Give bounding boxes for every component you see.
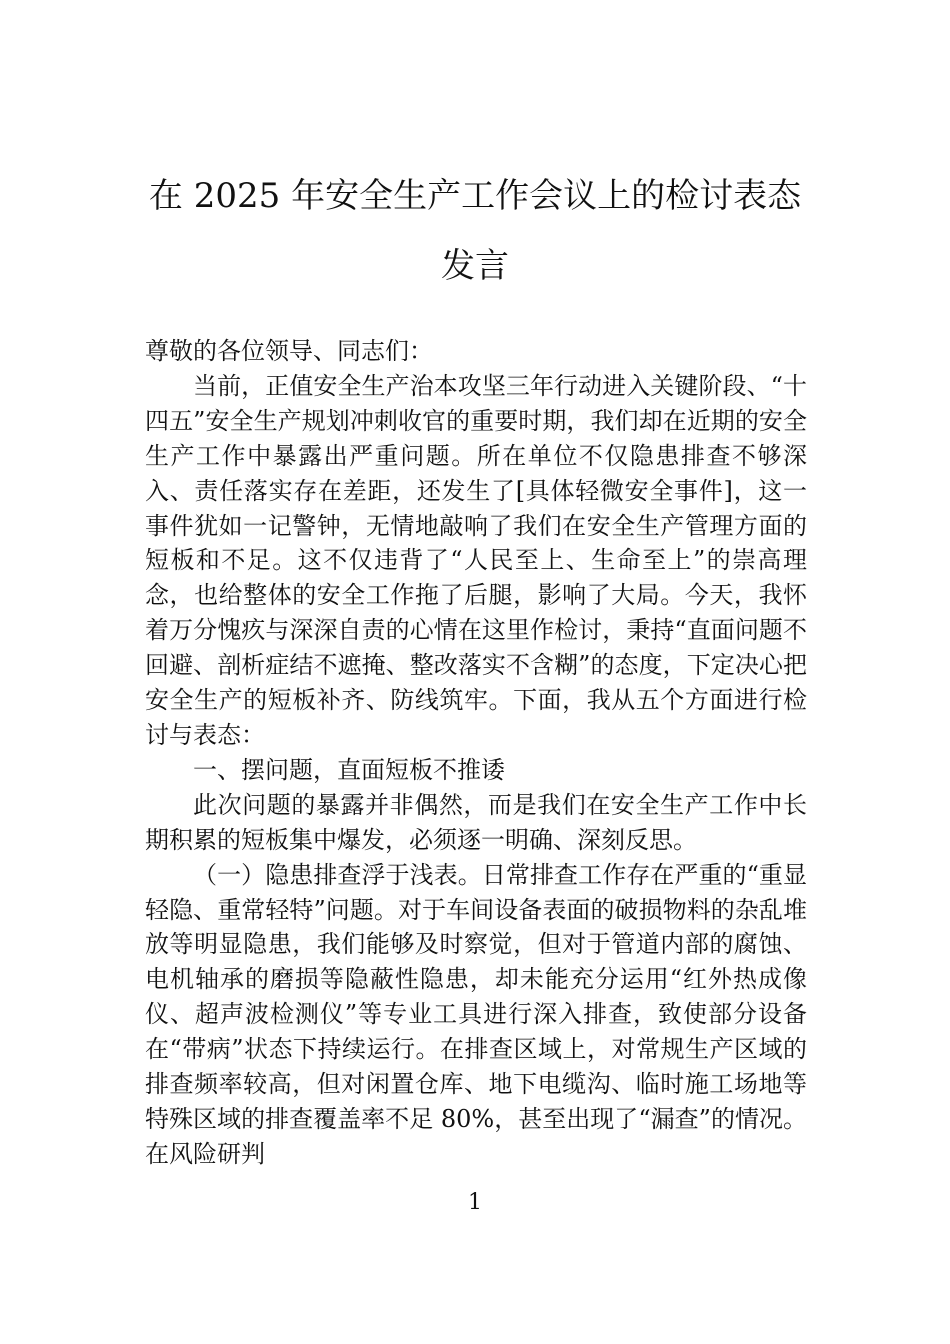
section-heading-1: 一、摆问题，直面短板不推诿: [193, 755, 505, 784]
paragraph-subsection-1: （一）隐患排查浮于浅表。日常排查工作存在严重的“重显轻隐、重常轻特”问题。对于车间设备表面的破损物料的杂乱堆放等明显隐患，我们能够及时察觉，但对于管道内部的腐蚀、电机轴承的磨损等隐蔽性隐患，却未能充分运用“红外热成像仪、超声波检测仪”等专业工具进行深入排查，致使部分设备在“带病”状态下持续运行。在排查区域上，对常规生产区域的排查频率较高，但对闲置仓库、地下电缆沟、临时施工场地等特殊区域的排查覆盖率不足 80%，甚至出现了“漏查”的情况。在风险研判: [145, 860, 807, 1168]
document-title-line-2: 发言: [441, 246, 509, 286]
paragraph-intro: 当前，正值安全生产治本攻坚三年行动进入关键阶段、“十四五”安全生产规划冲刺收官的重要时期，我们却在近期的安全生产工作中暴露出严重问题。所在单位不仅隐患排查不够深入、责任落实存在差距，还发生了[具体轻微安全事件]，这一事件犹如一记警钟，无情地敲响了我们在安全生产管理方面的短板和不足。这不仅违背了“人民至上、生命至上”的崇高理念，也给整体的安全工作拖了后腿，影响了大局。今天，我怀着万分愧疚与深深自责的心情在这里作检讨，秉持“直面问题不回避、剖析症结不遮掩、整改落实不含糊”的态度，下定决心把安全生产的短板补齐、防线筑牢。下面，我从五个方面进行检讨与表态：: [145, 371, 807, 749]
document-body: [145, 334, 807, 1172]
page-number: 1: [468, 1190, 482, 1215]
document-title-line-1: 在 2025 年安全生产工作会议上的检讨表态: [148, 176, 802, 216]
salutation: 尊敬的各位领导、同志们：: [145, 337, 433, 365]
paragraph-section-1-intro: 此次问题的暴露并非偶然，而是我们在安全生产工作中长期积累的短板集中爆发，必须逐一明确、深刻反思。: [145, 790, 807, 854]
